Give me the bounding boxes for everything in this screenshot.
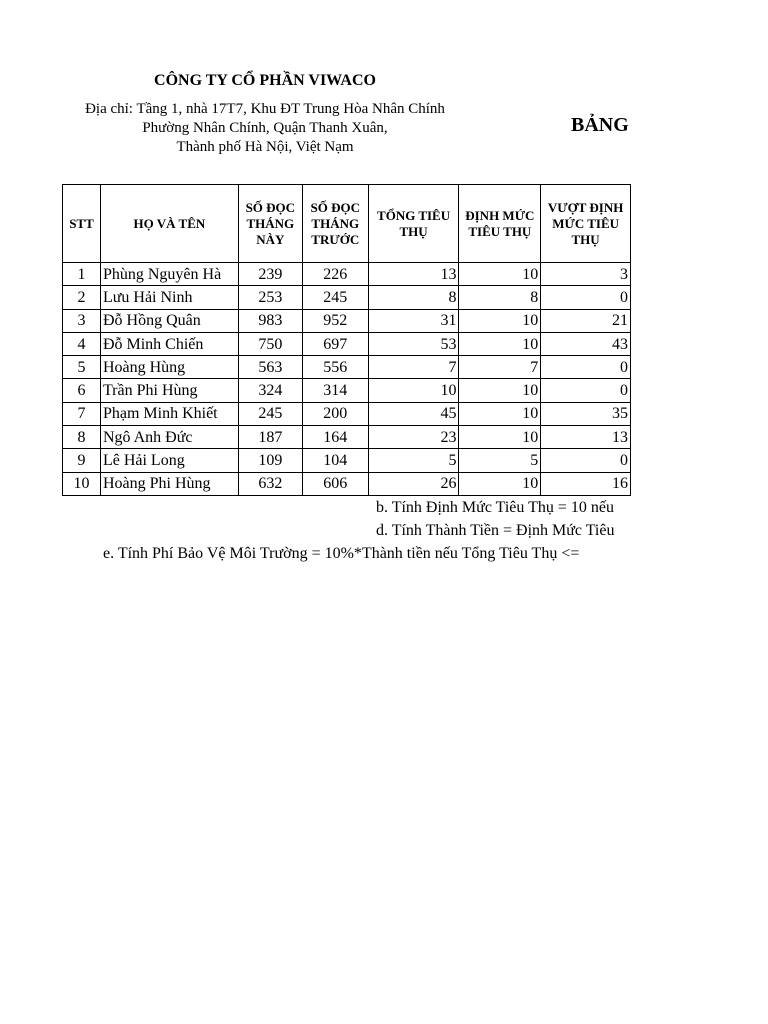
cell-stt: 9 <box>63 449 101 472</box>
cell-this-month: 632 <box>238 472 302 495</box>
cell-name: Lê Hải Long <box>100 449 238 472</box>
address-line-3: Thành phố Hà Nội, Việt Nạm <box>176 139 354 155</box>
address-line-1: Địa chỉ: Tầng 1, nhà 17T7, Khu ĐT Trung Hòa Nhân Chính <box>85 101 445 117</box>
header-this-month: SỐ ĐỌC THÁNG NÀY <box>238 185 302 263</box>
cell-this-month: 563 <box>238 356 302 379</box>
cell-name: Hoàng Phi Hùng <box>100 472 238 495</box>
cell-name: Phùng Nguyên Hà <box>100 263 238 286</box>
cell-quota: 10 <box>459 426 541 449</box>
cell-over: 21 <box>541 309 631 332</box>
cell-over: 43 <box>541 332 631 355</box>
cell-over: 16 <box>541 472 631 495</box>
cell-last-month: 697 <box>302 332 368 355</box>
header-row <box>63 185 631 263</box>
cell-stt: 1 <box>63 263 101 286</box>
cell-name: Ngô Anh Đức <box>100 426 238 449</box>
cell-over: 13 <box>541 426 631 449</box>
cell-this-month: 245 <box>238 402 302 425</box>
cell-last-month: 200 <box>302 402 368 425</box>
cell-total: 53 <box>368 332 459 355</box>
cell-over: 35 <box>541 402 631 425</box>
cell-name: Trần Phi Hùng <box>100 379 238 402</box>
cell-total: 8 <box>368 286 459 309</box>
cell-name: Đỗ Hồng Quân <box>100 309 238 332</box>
cell-stt: 7 <box>63 402 101 425</box>
cell-last-month: 606 <box>302 472 368 495</box>
cell-total: 5 <box>368 449 459 472</box>
report-title: BẢNG <box>571 114 629 136</box>
cell-total: 7 <box>368 356 459 379</box>
header-last-month: SỐ ĐỌC THÁNG TRƯỚC <box>302 185 368 263</box>
table-row <box>63 356 631 379</box>
cell-name: Lưu Hải Ninh <box>100 286 238 309</box>
cell-stt: 3 <box>63 309 101 332</box>
cell-name: Phạm Minh Khiết <box>100 402 238 425</box>
cell-quota: 10 <box>459 379 541 402</box>
cell-quota: 10 <box>459 472 541 495</box>
table-row <box>63 263 631 286</box>
note-d: d. Tính Thành Tiền = Định Mức Tiêu <box>376 522 615 539</box>
note-e: e. Tính Phí Bảo Vệ Môi Trường = 10%*Thành tiền nếu Tổng Tiêu Thụ <= <box>103 545 580 562</box>
cell-name: Hoàng Hùng <box>100 356 238 379</box>
cell-name: Đỗ Minh Chiến <box>100 332 238 355</box>
cell-quota: 10 <box>459 263 541 286</box>
cell-over: 0 <box>541 356 631 379</box>
table-row <box>63 426 631 449</box>
header-stt: STT <box>63 185 101 263</box>
header-over: VƯỢT ĐỊNH MỨC TIÊU THỤ <box>541 185 631 263</box>
cell-this-month: 750 <box>238 332 302 355</box>
table-row <box>63 472 631 495</box>
cell-stt: 8 <box>63 426 101 449</box>
cell-this-month: 983 <box>238 309 302 332</box>
cell-last-month: 245 <box>302 286 368 309</box>
cell-total: 13 <box>368 263 459 286</box>
cell-quota: 10 <box>459 402 541 425</box>
water-usage-table <box>62 184 631 496</box>
cell-stt: 5 <box>63 356 101 379</box>
table-row <box>63 379 631 402</box>
table-row <box>63 309 631 332</box>
cell-total: 23 <box>368 426 459 449</box>
cell-this-month: 239 <box>238 263 302 286</box>
cell-stt: 6 <box>63 379 101 402</box>
cell-over: 0 <box>541 379 631 402</box>
cell-total: 31 <box>368 309 459 332</box>
cell-total: 26 <box>368 472 459 495</box>
cell-quota: 8 <box>459 286 541 309</box>
company-name: CÔNG TY CỔ PHẦN VIWACO <box>154 72 376 89</box>
cell-this-month: 109 <box>238 449 302 472</box>
cell-stt: 2 <box>63 286 101 309</box>
cell-over: 0 <box>541 286 631 309</box>
table-row <box>63 286 631 309</box>
header-total: TỔNG TIÊU THỤ <box>368 185 459 263</box>
cell-this-month: 187 <box>238 426 302 449</box>
cell-this-month: 324 <box>238 379 302 402</box>
cell-last-month: 164 <box>302 426 368 449</box>
cell-last-month: 226 <box>302 263 368 286</box>
header-name: HỌ VÀ TÊN <box>100 185 238 263</box>
address-line-2: Phường Nhân Chính, Quận Thanh Xuân, <box>142 120 388 136</box>
cell-over: 0 <box>541 449 631 472</box>
note-b: b. Tính Định Mức Tiêu Thụ = 10 nếu <box>376 499 615 516</box>
table-row <box>63 332 631 355</box>
table-row <box>63 402 631 425</box>
cell-last-month: 556 <box>302 356 368 379</box>
cell-over: 3 <box>541 263 631 286</box>
cell-last-month: 952 <box>302 309 368 332</box>
table-body <box>63 263 631 496</box>
cell-last-month: 314 <box>302 379 368 402</box>
cell-stt: 4 <box>63 332 101 355</box>
cell-stt: 10 <box>63 472 101 495</box>
cell-quota: 7 <box>459 356 541 379</box>
cell-quota: 10 <box>459 332 541 355</box>
cell-total: 45 <box>368 402 459 425</box>
header-quota: ĐỊNH MỨC TIÊU THỤ <box>459 185 541 263</box>
cell-quota: 10 <box>459 309 541 332</box>
cell-total: 10 <box>368 379 459 402</box>
table-row <box>63 449 631 472</box>
cell-last-month: 104 <box>302 449 368 472</box>
cell-this-month: 253 <box>238 286 302 309</box>
cell-quota: 5 <box>459 449 541 472</box>
